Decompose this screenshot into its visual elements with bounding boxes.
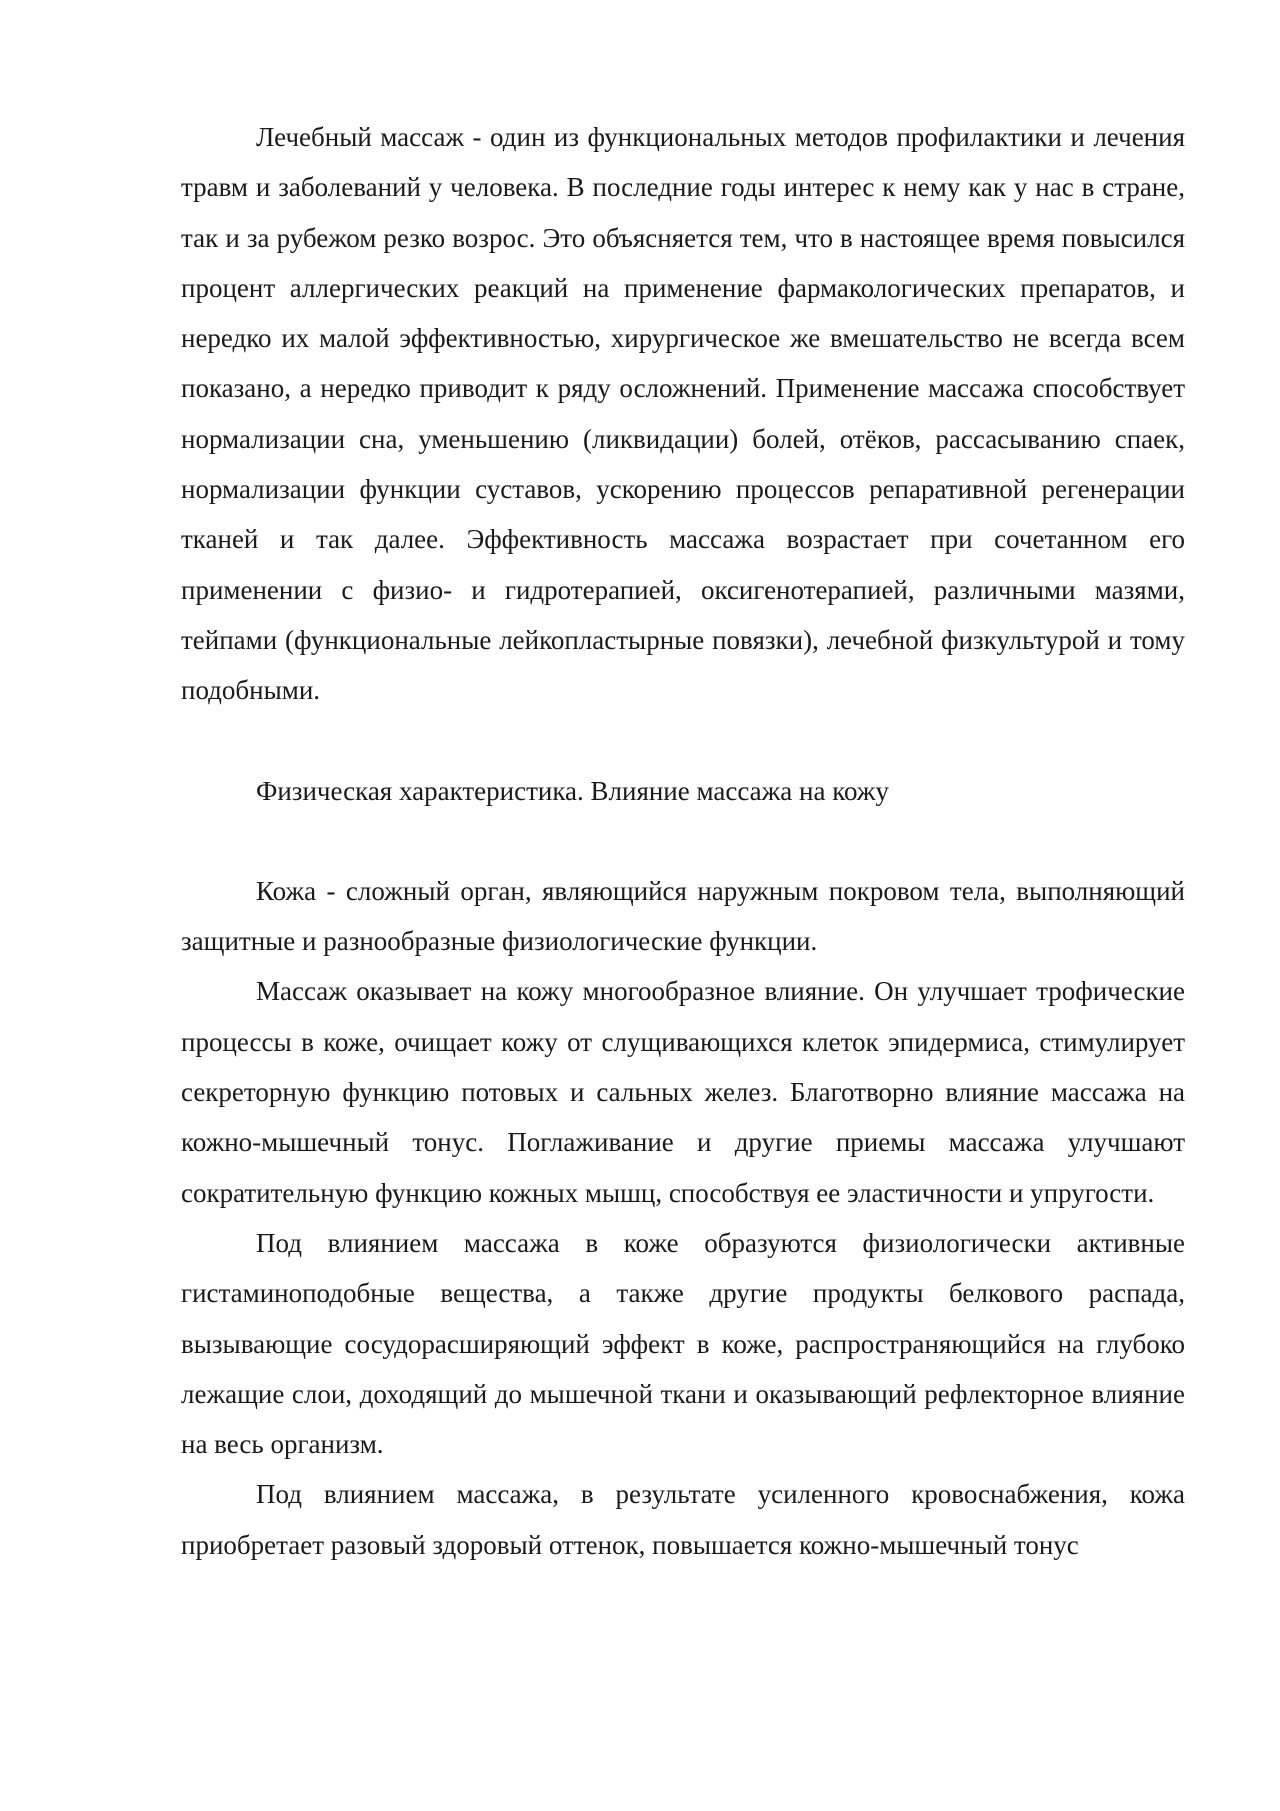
paragraph-skin-definition: Кожа - сложный орган, являющийся наружным покровом тела, выполняющий защитные и разнообразные физиологические функции.: [181, 875, 1185, 957]
intro-paragraph: Лечебный массаж - один из функциональных методов профилактики и лечения травм и заболеваний у человека. В последние годы интерес к нему как у нас в стране, так и за рубежом резко возрос. Это объясняется тем, что в настоящее время повысился процент аллергических реакций на применение фармакологических препаратов, и нередко их малой эффективностью, хирургическое же вмешательство не всегда всем показано, а нередко приводит к ряду осложнений. Применение массажа способствует нормализации сна, уменьшению (ликвидации) болей, отёков, рассасыванию спаек, нормализации функции суставов, ускорению процессов репаративной регенерации тканей и так далее. Эффективность массажа возрастает при сочетанном его применении с физио- и гидротерапией, оксигенотерапией, различными мазями, тейпами (функциональные лейкопластырные повязки), лечебной физкультурой и тому подобными.: [181, 122, 1185, 706]
section-heading: Физическая характеристика. Влияние массажа на кожу: [256, 775, 889, 806]
paragraph-blood-supply: Под влиянием массажа, в результате усиленного кровоснабжения, кожа приобретает разовый здоровый оттенок, повышается кожно-мышечный тонус: [181, 1479, 1185, 1560]
paragraph-histamine-substances: Под влиянием массажа в коже образуются физиологически активные гистаминоподобные вещества, а также другие продукты белкового распада, вызывающие сосудорасширяющий эффект в коже, распространяющийся на глубоко лежащие слои, доходящий до мышечной ткани и оказывающий рефлекторное влияние на весь организм.: [181, 1227, 1185, 1460]
paragraph-massage-effects: Массаж оказывает на кожу многообразное влияние. Он улучшает трофические процессы в коже, очищает кожу от слущивающихся клеток эпидермиса, стимулирует секреторную функцию потовых и сальных желез. Благотворно влияние массажа на кожно-мышечный тонус. Поглаживание и другие приемы массажа улучшают сократительную функцию кожных мышц, способствуя ее эластичности и упругости.: [181, 976, 1185, 1208]
